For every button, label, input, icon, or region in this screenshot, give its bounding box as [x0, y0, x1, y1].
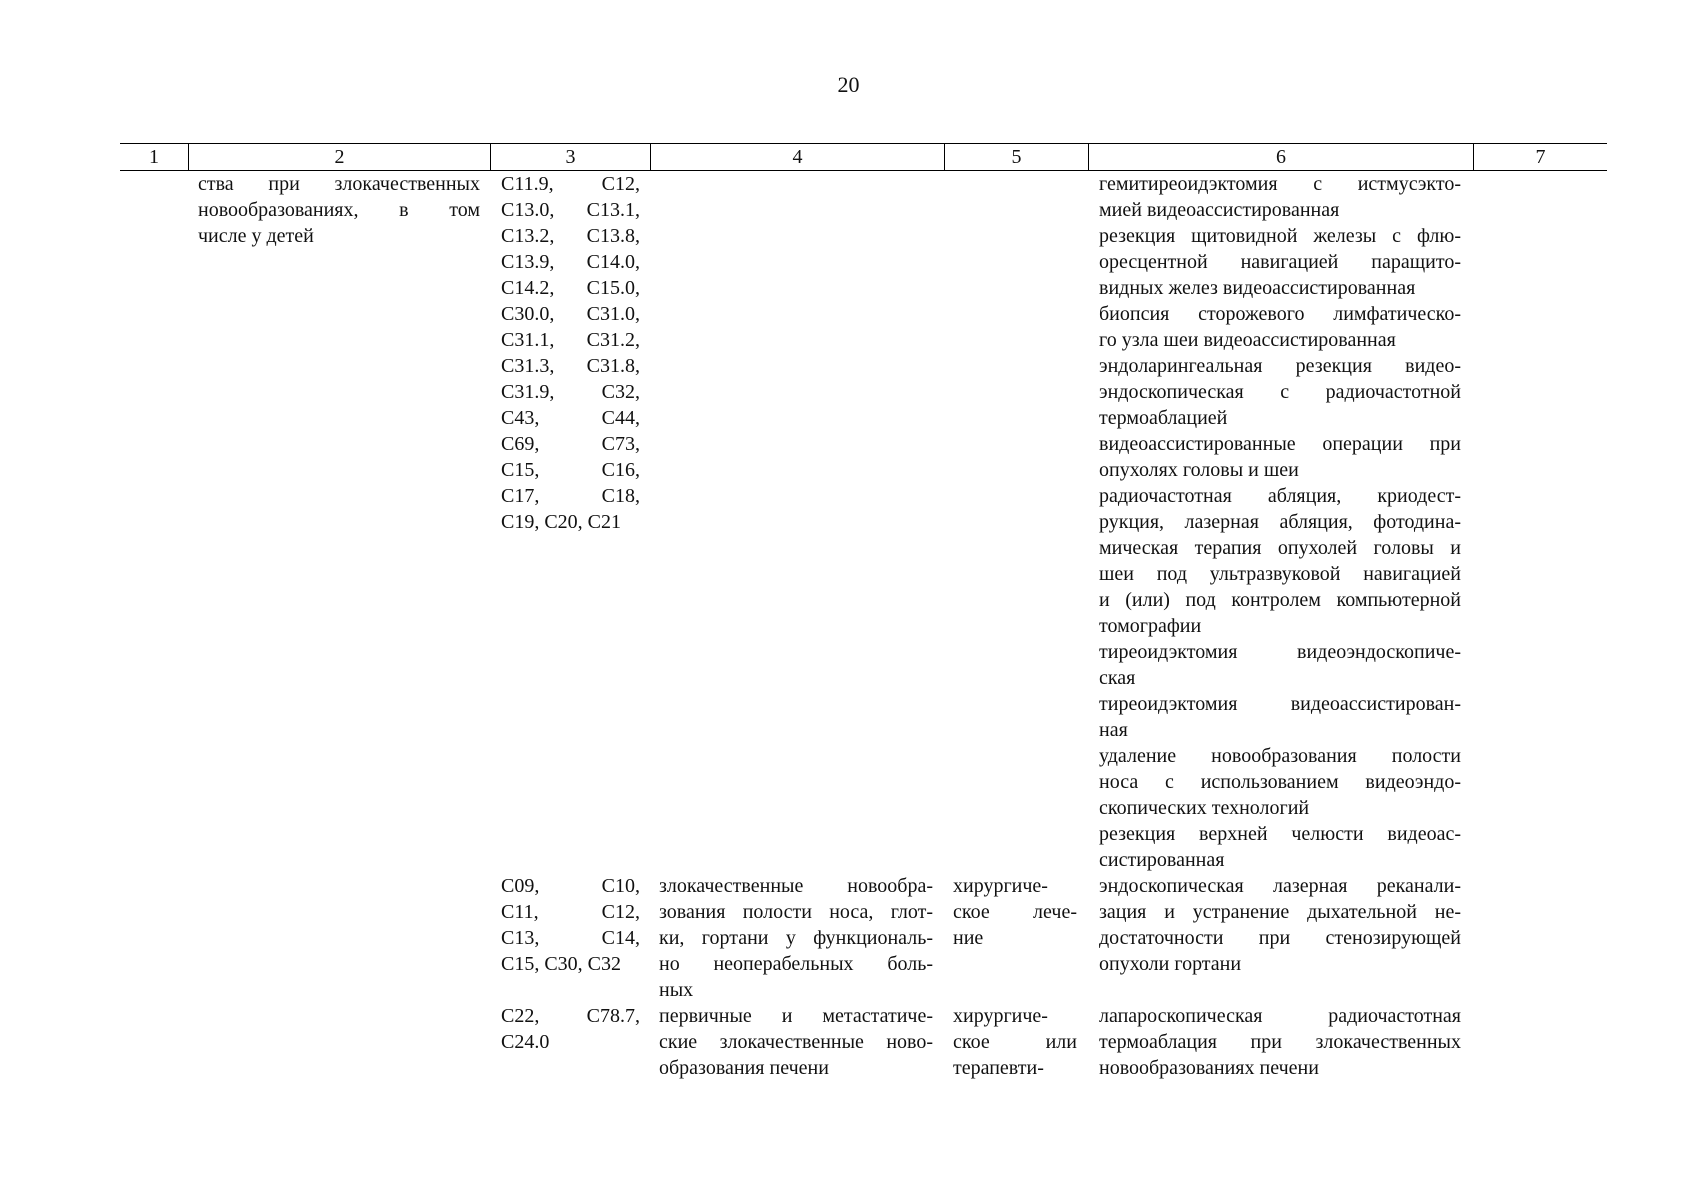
code: C16, [601, 459, 640, 481]
code: C13.2, [501, 225, 555, 247]
text-line: ские злокачественные ново- [659, 1031, 933, 1053]
text-line: хирургиче- [953, 1005, 1048, 1027]
methods-cell [1099, 873, 1461, 977]
code: C13.1, [586, 199, 640, 221]
text-line: но неоперабельных боль- [659, 953, 933, 975]
code: C30.0, [501, 303, 555, 325]
text-line: термоаблацией [1099, 407, 1228, 429]
text-line: резекция верхней челюсти видеоас- [1099, 823, 1461, 845]
code-line [501, 171, 640, 197]
text-line: резекция щитовидной железы с флю- [1099, 225, 1461, 247]
treatment-type-cell [953, 873, 1077, 951]
text-line: систированная [1099, 849, 1225, 871]
code: C13.9, [501, 251, 555, 273]
text-line: зация и устранение дыхательной не- [1099, 901, 1461, 923]
code-line [501, 873, 640, 899]
code-line [501, 275, 640, 301]
text-line: ная [1099, 719, 1128, 741]
code-line [501, 431, 640, 457]
code: C31.8, [586, 355, 640, 377]
text-line: тиреоидэктомия видеоассистирован- [1099, 693, 1461, 715]
code: C12, [601, 173, 640, 195]
methods-cell [1099, 171, 1461, 873]
header-col-5: 5 [1011, 146, 1022, 168]
header-col-1: 1 [149, 146, 159, 168]
code-line [501, 197, 640, 223]
text-line: новообразованиях, в том [198, 199, 480, 221]
code-line [501, 1029, 640, 1055]
code: C31.2, [586, 329, 640, 351]
text-line: термоаблация при злокачественных [1099, 1031, 1461, 1053]
text-line: тиреоидэктомия видеоэндоскопиче- [1099, 641, 1461, 663]
text-line: хирургиче- [953, 875, 1048, 897]
icd-codes-cell [501, 1003, 640, 1055]
text-line: эндоскопическая лазерная реканали- [1099, 875, 1461, 897]
text-line: и (или) под контролем компьютерной [1099, 589, 1461, 611]
text-line: оресцентной навигацией паращито- [1099, 251, 1461, 273]
code: C31.3, [501, 355, 555, 377]
code-line [501, 951, 640, 977]
text-line: мическая терапия опухолей головы и [1099, 537, 1461, 559]
text-line: ское лече- [953, 901, 1077, 923]
text-line: ская [1099, 667, 1136, 689]
code: C15, C30, C32 [501, 953, 622, 975]
text-line: новообразованиях печени [1099, 1057, 1319, 1079]
text-line: терапевти- [953, 1057, 1044, 1079]
code: C32, [601, 381, 640, 403]
text-line: шеи под ультразвуковой навигацией [1099, 563, 1461, 585]
code: C78.7, [586, 1005, 640, 1027]
treatment-type-cell [953, 1003, 1077, 1081]
text-line: злокачественные новообра- [659, 875, 933, 897]
code: C11.9, [501, 173, 554, 195]
code-line [501, 405, 640, 431]
icd-codes-cell [501, 171, 640, 535]
header-col-4: 4 [792, 146, 803, 168]
code: C14.0, [586, 251, 640, 273]
code-line [501, 223, 640, 249]
code: C11, [501, 901, 539, 923]
code: C14.2, [501, 277, 555, 299]
table-header-row [120, 143, 1607, 171]
code-line [501, 379, 640, 405]
header-col-2: 2 [334, 146, 345, 168]
text-line: достаточности при стенозирующей [1099, 927, 1461, 949]
code-line [501, 327, 640, 353]
code-line [501, 457, 640, 483]
code-line [501, 483, 640, 509]
text-line: образования печени [659, 1057, 829, 1079]
methods-cell [1099, 1003, 1461, 1081]
text-line: томографии [1099, 615, 1202, 637]
code-line [501, 509, 640, 535]
code: C13.8, [586, 225, 640, 247]
service-name-cell [198, 171, 480, 249]
code: C31.0, [586, 303, 640, 325]
code: C13, [501, 927, 540, 949]
text-line: эндоларингеальная резекция видео- [1099, 355, 1461, 377]
text-line: ства при злокачественных [198, 173, 480, 195]
code: C15.0, [586, 277, 640, 299]
code: C24.0 [501, 1031, 550, 1053]
code-line [501, 1003, 640, 1029]
code: C31.9, [501, 381, 555, 403]
text-line: го узла шеи видеоассистированная [1099, 329, 1396, 351]
code: C13.0, [501, 199, 555, 221]
code: C10, [601, 875, 640, 897]
text-line: опухоли гортани [1099, 953, 1242, 975]
header-col-3: 3 [565, 146, 576, 168]
code: C19, C20, C21 [501, 511, 622, 533]
text-line: мией видеоассистированная [1099, 199, 1340, 221]
text-line: рукция, лазерная абляция, фотодина- [1099, 511, 1461, 533]
text-line: ных [659, 979, 694, 1001]
icd-codes-cell [501, 873, 640, 977]
page-number: 20 [837, 72, 860, 97]
text-line: числе у детей [198, 225, 314, 247]
code: C31.1, [501, 329, 555, 351]
text-line: скопических технологий [1099, 797, 1310, 819]
text-line: эндоскопическая с радиочастотной [1099, 381, 1461, 403]
code: C44, [601, 407, 640, 429]
text-line: первичные и метастатиче- [659, 1005, 933, 1027]
code: C15, [501, 459, 540, 481]
code: C69, [501, 433, 540, 455]
text-line: видных желез видеоассистированная [1099, 277, 1416, 299]
text-line: носа с использованием видеоэндо- [1099, 771, 1461, 793]
text-line: ское или [953, 1031, 1077, 1053]
code: C17, [501, 485, 540, 507]
text-line: опухолях головы и шеи [1099, 459, 1299, 481]
code-line [501, 899, 640, 925]
header-col-6: 6 [1276, 146, 1286, 168]
code-line [501, 353, 640, 379]
condition-cell [659, 873, 933, 1003]
header-col-7: 7 [1535, 146, 1546, 168]
code: C14, [601, 927, 640, 949]
text-line: лапароскопическая радиочастотная [1099, 1005, 1461, 1027]
text-line: удаление новообразования полости [1099, 745, 1461, 767]
code: C18, [601, 485, 640, 507]
text-line: зования полости носа, глот- [659, 901, 933, 923]
condition-cell [659, 1003, 933, 1081]
text-line: ки, гортани у функциональ- [659, 927, 933, 949]
code-line [501, 301, 640, 327]
text-line: гемитиреоидэктомия с истмусэкто- [1099, 173, 1461, 195]
text-line: радиочастотная абляция, криодест- [1099, 485, 1461, 507]
code: C09, [501, 875, 540, 897]
code: C43, [501, 407, 540, 429]
code: C73, [601, 433, 640, 455]
code-line [501, 249, 640, 275]
code: C12, [601, 901, 640, 923]
text-line: биопсия сторожевого лимфатическо- [1099, 303, 1461, 325]
text-line: видеоассистированные операции при [1099, 433, 1461, 455]
code: C22, [501, 1005, 540, 1027]
code-line [501, 925, 640, 951]
text-line: ние [953, 927, 984, 949]
